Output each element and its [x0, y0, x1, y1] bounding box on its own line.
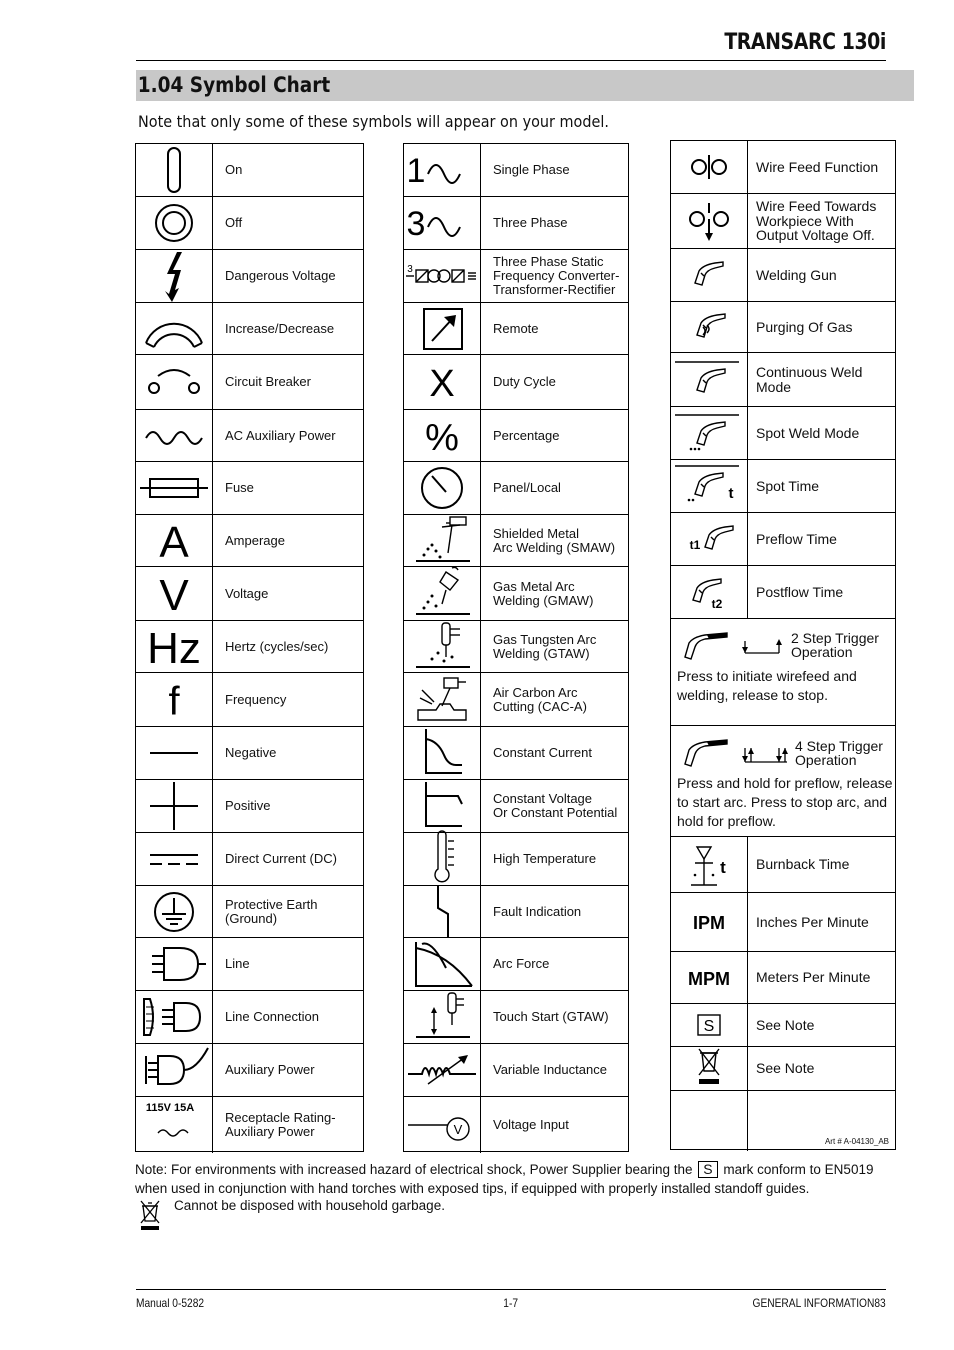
symbol-row [671, 513, 895, 566]
footer-right: GENERAL INFORMATION83 [752, 1296, 886, 1310]
symbol-row [671, 1047, 895, 1091]
symbol-label: Duty Cycle [493, 374, 556, 389]
symbol-label: Arc Force [493, 956, 550, 971]
symbol-row [136, 673, 363, 727]
preflow-icon [671, 513, 748, 565]
symbol-row [136, 410, 363, 462]
wire-feed-icon [671, 141, 748, 193]
symbol-row [404, 355, 628, 410]
symbol-label: Protective Earth (Ground) [225, 896, 318, 926]
weee-bin-icon [671, 1047, 748, 1090]
symbol-label: Increase/Decrease [225, 320, 335, 336]
symbol-row [136, 833, 363, 886]
constant-current-icon [404, 727, 481, 779]
symbol-label: Negative [225, 745, 277, 760]
symbol-label: AC Auxiliary Power [225, 427, 336, 443]
symbol-row [404, 303, 628, 355]
panel-icon [404, 462, 481, 514]
symbol-table-3 [670, 140, 896, 1150]
product-title: TRANSARC 130i [724, 30, 886, 55]
symbol-row [136, 250, 363, 303]
symbol-row [671, 566, 895, 619]
symbol-label: Gas Metal Arc Welding (GMAW) [493, 578, 594, 608]
trigger-title: 2 Step Trigger Operation [791, 630, 879, 660]
symbol-label: Constant Voltage Or Constant Potential [493, 791, 618, 820]
symbol-row [404, 886, 628, 938]
voltage-input-icon [404, 1097, 481, 1153]
intro-text: Note that only some of these symbols will appear on your model. [138, 112, 609, 131]
smaw-icon [404, 515, 481, 566]
header-rule [136, 60, 886, 61]
symbol-label: See Note [756, 1016, 815, 1033]
symbol-label: Receptacle Rating- Auxiliary Power [225, 1110, 336, 1139]
svg-text:t: t [728, 485, 734, 502]
footer-rule [136, 1289, 886, 1290]
single-phase-icon [404, 144, 481, 196]
on-icon [136, 144, 213, 196]
symbol-row [136, 567, 363, 621]
trigger4-block [671, 726, 895, 837]
symbol-row [404, 833, 628, 886]
symbol-label: High Temperature [493, 851, 597, 866]
symbol-label: Fuse [225, 480, 254, 495]
note-line1: Note: For environments with increased hazard of electrical shock, Power Supplier bearing the [135, 1162, 693, 1177]
symbol-label: Voltage [225, 585, 269, 601]
svg-text:3: 3 [406, 205, 426, 243]
symbol-row [671, 837, 895, 893]
svg-text:115V 15A: 115V 15A [145, 1102, 195, 1114]
symbol-label: Touch Start (GTAW) [493, 1009, 609, 1024]
footer-left: Manual 0-5282 [136, 1296, 205, 1310]
plug-connection-icon [136, 991, 213, 1043]
symbol-row [671, 460, 895, 513]
symbol-label: Inches Per Minute [756, 913, 869, 930]
symbol-row [404, 515, 628, 567]
trigger-description: Press and hold for preflow, release to start arc. Press to stop arc, and hold for preflow. [677, 775, 893, 829]
svg-text:t2: t2 [711, 597, 723, 611]
constant-voltage-icon [404, 780, 481, 832]
spot-time-icon [671, 460, 748, 512]
symbol-row [136, 938, 363, 991]
symbol-row [136, 886, 363, 938]
symbol-row [136, 515, 363, 567]
aux-plug-icon [136, 1044, 213, 1096]
symbol-label: Voltage Input [493, 1117, 569, 1132]
amperage-icon [136, 515, 213, 566]
symbol-row [136, 462, 363, 515]
symbol-label: Remote [493, 320, 539, 336]
symbol-row [136, 727, 363, 780]
symbol-label: See Note [756, 1060, 815, 1077]
arc-force-icon [404, 938, 481, 990]
symbol-label: Single Phase [493, 162, 570, 177]
note-line2: when used in conjunction with hand torches with exposed tips, if equipped with properly installed standoff guides. [135, 1181, 810, 1196]
symbol-label: Hertz (cycles/sec) [225, 638, 329, 654]
svg-text:t: t [720, 857, 726, 877]
symbol-label: Amperage [225, 532, 285, 548]
svg-text:1: 1 [406, 152, 426, 190]
wire-feed-down-icon [671, 194, 748, 248]
note-line3: Cannot be disposed with household garbage. [174, 1198, 445, 1213]
symbol-label: Spot Weld Mode [756, 424, 860, 441]
symbol-label: Meters Per Minute [756, 969, 871, 986]
cac-icon [404, 673, 481, 726]
dc-icon [136, 833, 213, 885]
note-line1-end: mark conform to EN5019 [723, 1162, 874, 1177]
gmaw-icon [404, 567, 481, 620]
symbol-row [136, 621, 363, 673]
three-phase-icon [404, 197, 481, 249]
s-mark-icon [671, 1004, 748, 1046]
symbol-row [136, 303, 363, 355]
purge-icon [671, 302, 748, 352]
receptacle-icon [136, 1097, 213, 1153]
svg-text:A: A [159, 517, 189, 567]
trigger-title: 4 Step Trigger Operation [795, 738, 883, 768]
symbol-row [404, 1044, 628, 1097]
symbol-row [671, 1004, 895, 1047]
positive-icon [136, 780, 213, 832]
footer-center: 1-7 [503, 1296, 519, 1310]
symbol-label: Dangerous Voltage [225, 268, 336, 283]
symbol-label: Continuous Weld Mode [756, 364, 863, 395]
symbol-row [404, 621, 628, 673]
art-number: Art # A-04130_AB [824, 1137, 889, 1146]
fuse-icon [136, 462, 213, 514]
gun-icon [671, 249, 748, 301]
svg-text:S: S [703, 1018, 715, 1035]
mpm-icon [671, 952, 748, 1003]
symbol-label: Panel/Local [493, 480, 561, 495]
symbol-row [671, 353, 895, 407]
empty-symbol-cell [671, 1091, 748, 1151]
symbol-row [404, 991, 628, 1044]
plug-icon [136, 938, 213, 990]
touch-start-icon [404, 991, 481, 1043]
symbol-row [136, 1097, 363, 1153]
symbol-label: Auxiliary Power [225, 1062, 315, 1077]
symbol-label: Off [225, 215, 243, 230]
symbol-row [404, 673, 628, 727]
remote-icon [404, 303, 481, 354]
inductance-icon [404, 1044, 481, 1096]
svg-text:V: V [453, 1122, 463, 1137]
ipm-icon [671, 893, 748, 951]
section-title: 1.04 Symbol Chart [136, 70, 914, 101]
symbol-row [671, 302, 895, 353]
symbol-label: Purging Of Gas [756, 318, 853, 335]
symbol-label: Welding Gun [756, 266, 837, 283]
symbol-row [136, 780, 363, 833]
symbol-label: Wire Feed Towards Workpiece With Output Voltage Off. [756, 198, 877, 244]
symbol-table-1 [135, 143, 364, 1152]
symbol-row [671, 407, 895, 460]
symbol-label: Positive [225, 798, 271, 813]
symbol-label: Line Connection [225, 1009, 319, 1024]
frequency-icon [136, 673, 213, 726]
symbol-label: Fault Indication [493, 903, 582, 919]
postflow-icon [671, 566, 748, 618]
gtaw-icon [404, 621, 481, 672]
symbol-row [671, 141, 895, 194]
symbol-label: Gas Tungsten Arc Welding (GTAW) [493, 631, 597, 661]
lightning-icon [136, 250, 213, 302]
symbol-label: Circuit Breaker [225, 374, 311, 389]
spot-weld-icon [671, 407, 748, 459]
svg-text:X: X [429, 363, 455, 405]
svg-text:t1: t1 [689, 538, 701, 552]
negative-icon [136, 727, 213, 779]
fault-icon [404, 886, 481, 937]
duty-cycle-icon [404, 355, 481, 409]
symbol-row [671, 249, 895, 302]
trigger2-block [671, 619, 895, 726]
symbol-row [136, 197, 363, 250]
svg-text:3: 3 [407, 264, 413, 275]
weee-bin-icon [138, 1198, 162, 1237]
svg-text:IPM: IPM [692, 913, 726, 933]
symbol-row [136, 1044, 363, 1097]
symbol-row [404, 144, 628, 197]
note-text [135, 1160, 905, 1198]
svg-text:Hz: Hz [147, 623, 201, 673]
symbol-label: Burnback Time [756, 856, 850, 873]
circuit-breaker-icon [136, 355, 213, 409]
symbol-label: Spot Time [756, 477, 820, 494]
hertz-icon [136, 621, 213, 672]
symbol-label: Percentage [493, 427, 560, 443]
sine-icon [136, 410, 213, 461]
symbol-label: Direct Current (DC) [225, 851, 337, 866]
arc-dial-icon [136, 303, 213, 354]
symbol-row [136, 144, 363, 197]
earth-icon [136, 886, 213, 937]
burnback-icon [671, 837, 748, 892]
symbol-row [671, 893, 895, 952]
symbol-row [404, 410, 628, 462]
symbol-row [404, 780, 628, 833]
symbol-row [404, 462, 628, 515]
symbol-row [404, 727, 628, 780]
symbol-label: Variable Inductance [493, 1062, 607, 1077]
thermometer-icon [404, 833, 481, 885]
symbol-row [136, 355, 363, 410]
trigger-description: Press to initiate wirefeed and welding, release to stop. [677, 668, 857, 703]
svg-text:f: f [168, 678, 180, 723]
symbol-row [404, 938, 628, 991]
svg-text:MPM: MPM [688, 968, 730, 989]
symbol-row [671, 952, 895, 1004]
s-mark-icon: S [698, 1161, 717, 1178]
symbol-table-2 [403, 143, 629, 1152]
symbol-label: Constant Current [493, 745, 592, 760]
continuous-weld-icon [671, 353, 748, 406]
symbol-row [404, 250, 628, 303]
symbol-label: Shielded Metal Arc Welding (SMAW) [493, 525, 616, 555]
symbol-row [404, 197, 628, 250]
symbol-label: Frequency [225, 691, 287, 707]
symbol-row [404, 1097, 628, 1153]
symbol-row [404, 567, 628, 621]
off-icon [136, 197, 213, 249]
svg-text:%: % [425, 416, 459, 459]
symbol-label: Wire Feed Function [756, 158, 879, 175]
voltage-icon [136, 567, 213, 620]
symbol-label: Three Phase Static Frequency Converter- Transformer-Rectifier [493, 254, 620, 297]
svg-text:V: V [159, 570, 189, 620]
symbol-label: On [225, 162, 243, 177]
symbol-row [136, 991, 363, 1044]
percent-icon [404, 410, 481, 461]
converter-icon [404, 250, 481, 302]
symbol-row [671, 194, 895, 249]
symbol-label: Air Carbon Arc Cutting (CAC-A) [493, 684, 587, 714]
symbol-label: Preflow Time [756, 530, 837, 547]
symbol-label: Line [225, 956, 250, 971]
symbol-label: Postflow Time [756, 583, 844, 600]
symbol-label: Three Phase [493, 215, 568, 230]
